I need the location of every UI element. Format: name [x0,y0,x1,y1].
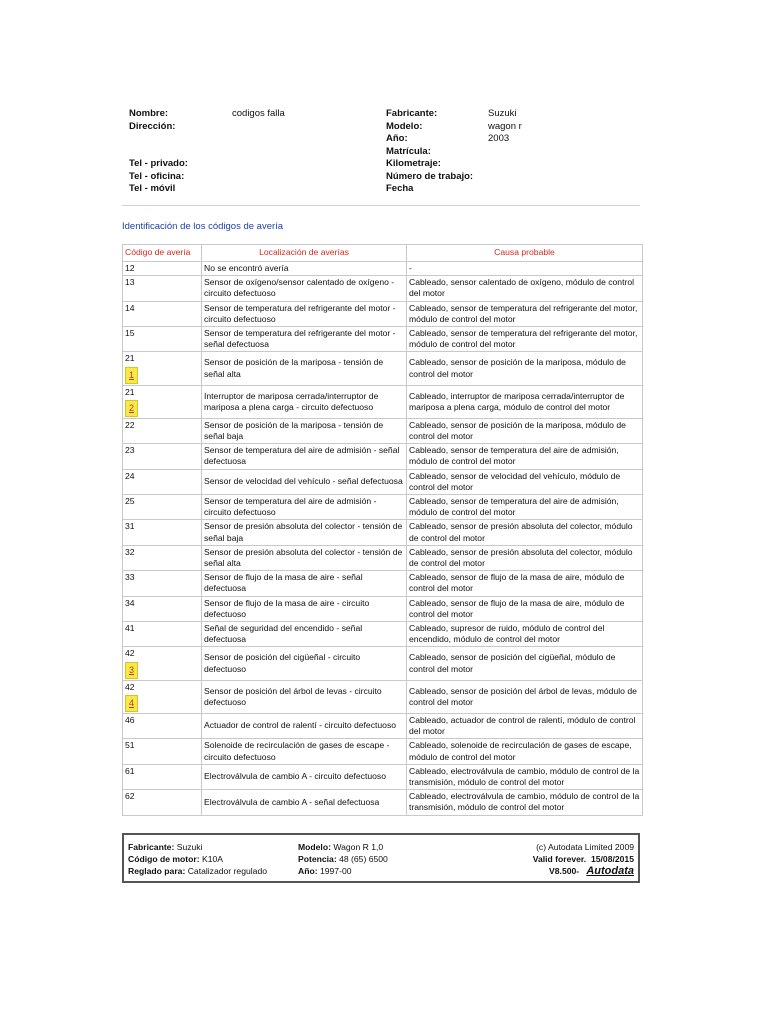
footer-anio-label: Año: [298,866,318,876]
header-left-value [232,158,285,171]
location-cell: Sensor de posición de la mariposa - tensión de señal baja [202,418,407,443]
cause-cell: Cableado, sensor calentado de oxígeno, módulo de control del motor [407,276,643,301]
code-cell [123,469,202,494]
table-row [123,418,643,443]
col-header-location: Localización de averías [202,245,407,262]
header-right-value: 2003 [488,133,510,144]
fault-code: 51 [125,740,135,751]
code-cell [123,262,202,276]
header-right-value [488,158,522,171]
col-header-code: Código de avería [123,245,202,262]
code-cell [123,327,202,352]
header-right-value: wagon r [488,120,522,132]
note-link[interactable]: 3 [125,662,138,679]
footer-version: V8.500- [549,866,580,876]
location-cell: Sensor de presión absoluta del colector - tensión de señal alta [202,545,407,570]
cause-cell: Cableado, electroválvula de cambio, módulo de control de la transmisión, módulo de control del motor [407,790,643,815]
location-cell: Interruptor de mariposa cerrada/interruptor de mariposa a plena carga - circuito defectuoso [202,385,407,418]
header-divider [122,205,640,206]
header-right-label: Número de trabajo: [386,170,474,182]
table-row [123,327,643,352]
fault-code: 15 [125,328,135,339]
header-left-value [232,121,285,134]
location-cell: Sensor de oxígeno/sensor calentado de oxígeno - circuito defectuoso [202,276,407,301]
fault-codes-table [122,244,643,816]
header-right-labels [386,108,473,196]
section-title: Identificación de los códigos de avería [122,221,284,232]
fault-code: 34 [125,597,135,608]
location-cell: Sensor de flujo de la masa de aire - señal defectuosa [202,571,407,596]
cause-cell: Cableado, electroválvula de cambio, módulo de control de la transmisión, módulo de control del motor [407,764,643,789]
fault-code: 12 [125,263,135,273]
location-cell: No se encontró avería [202,262,407,276]
location-cell: Sensor de temperatura del aire de admisión - señal defectuosa [202,444,407,469]
header-right-value: Suzuki [488,108,517,119]
autodata-logo: Autodata [586,865,634,877]
location-cell: Sensor de temperatura del refrigerante del motor - circuito defectuoso [202,301,407,326]
location-cell: Sensor de posición del árbol de levas - circuito defectuoso [202,680,407,713]
footer-date: 15/08/2015 [590,854,634,864]
header-left-value [232,171,285,184]
code-cell [123,520,202,545]
header-right-value [488,171,522,184]
code-cell [123,739,202,764]
table-row [123,764,643,789]
footer-modelo-label: Modelo: [298,842,331,852]
table-row [123,571,643,596]
code-cell [123,571,202,596]
location-cell: Sensor de posición de la mariposa - tensión de señal alta [202,352,407,385]
header-left-values [232,108,285,196]
footer-valid: Valid forever. [532,854,587,864]
footer-modelo: Wagon R 1,0 [333,842,384,852]
header-left-label [129,146,188,159]
table-row [123,385,643,418]
footer-potencia: 48 (65) 6500 [339,854,388,864]
note-link[interactable]: 1 [125,367,138,384]
fault-code: 22 [125,419,135,430]
table-row [123,520,643,545]
header-right-label: Fabricante: [386,108,438,119]
footer-col-right [533,841,634,877]
header-right-label: Matrícula: [386,145,431,157]
footer-col-mid [298,841,388,877]
cause-cell: Cableado, sensor de posición del árbol de levas, módulo de control del motor [407,680,643,713]
code-cell [123,790,202,815]
cause-cell: Cableado, supresor de ruido, módulo de control del encendido, módulo de control del motor [407,622,643,647]
header-right-label: Fecha [386,183,414,194]
header-left-label: Tel - oficina: [129,170,185,182]
header-left-label [129,133,188,146]
header-left-value [232,183,285,196]
table-row [123,790,643,815]
cause-cell: Cableado, sensor de temperatura del refrigerante del motor, módulo de control del motor [407,327,643,352]
fault-code: 21 [125,353,135,364]
cause-cell: Cableado, sensor de temperatura del refrigerante del motor, módulo de control del motor [407,301,643,326]
location-cell: Electroválvula de cambio A - circuito defectuoso [202,764,407,789]
footer-col-left [128,841,267,877]
footer-reglado: Catalizador regulado [187,866,268,876]
cause-cell: Cableado, sensor de temperatura del aire de admisión, módulo de control del motor [407,444,643,469]
table-row [123,352,643,385]
footer-motor: K10A [202,854,224,864]
cause-cell: - [407,262,643,276]
footer-fabricante-label: Fabricante: [128,842,175,852]
header-left-value [232,133,285,146]
header-left-value: codigos falla [232,108,285,119]
fault-code: 61 [125,765,135,776]
code-cell [123,622,202,647]
cause-cell: Cableado, sensor de posición de la mariposa, módulo de control del motor [407,418,643,443]
header-right-label: Kilometraje: [386,158,441,169]
cause-cell: Cableado, sensor de presión absoluta del colector, módulo de control del motor [407,520,643,545]
header-right-value [488,146,522,159]
code-cell [123,385,202,418]
location-cell: Sensor de flujo de la masa de aire - circuito defectuoso [202,596,407,621]
header-left-value [232,146,285,159]
fault-code: 32 [125,546,135,557]
table-row [123,680,643,713]
location-cell: Sensor de temperatura del refrigerante del motor - señal defectuosa [202,327,407,352]
header-right-label: Año: [386,133,408,144]
header-left-label: Tel - móvil [129,183,176,194]
table-row [123,545,643,570]
footer-motor-label: Código de motor: [128,854,200,864]
table-row [123,713,643,738]
code-cell [123,301,202,326]
footer-fabricante: Suzuki [176,842,203,852]
table-row [123,444,643,469]
fault-code: 24 [125,470,135,481]
col-header-cause: Causa probable [407,245,643,262]
code-cell [123,647,202,680]
table-row [123,262,643,276]
code-cell [123,545,202,570]
fault-code: 13 [125,277,135,288]
location-cell: Sensor de posición del cigüeñal - circuito defectuoso [202,647,407,680]
fault-code: 14 [125,302,135,313]
code-cell [123,680,202,713]
header-left-label: Nombre: [129,108,169,119]
cause-cell: Cableado, sensor de posición de la mariposa, módulo de control del motor [407,352,643,385]
cause-cell: Cableado, solenoide de recirculación de gases de escape, módulo de control del motor [407,739,643,764]
location-cell: Actuador de control de ralentí - circuito defectuoso [202,713,407,738]
fault-code: 33 [125,572,135,583]
fault-code: 42 [125,681,135,692]
table-header-row [123,245,643,262]
header-right-label: Modelo: [386,120,423,132]
location-cell: Solenoide de recirculación de gases de escape - circuito defectuoso [202,739,407,764]
code-cell [123,764,202,789]
table-row [123,276,643,301]
footer-box [122,833,640,883]
code-cell [123,444,202,469]
header-left-label: Tel - privado: [129,158,188,169]
code-cell [123,495,202,520]
fault-code: 25 [125,496,135,507]
cause-cell: Cableado, interruptor de mariposa cerrada/interruptor de mariposa a plena carga, módulo de control del motor [407,385,643,418]
location-cell: Electroválvula de cambio A - señal defectuosa [202,790,407,815]
cause-cell: Cableado, sensor de velocidad del vehículo, módulo de control del motor [407,469,643,494]
cause-cell: Cableado, sensor de flujo de la masa de aire, módulo de control del motor [407,571,643,596]
table-row [123,647,643,680]
fault-code: 62 [125,791,135,802]
code-cell [123,276,202,301]
cause-cell: Cableado, sensor de posición del cigüeñal, módulo de control del motor [407,647,643,680]
code-cell [123,596,202,621]
fault-code: 42 [125,648,135,659]
fault-code: 23 [125,445,135,456]
cause-cell: Cableado, sensor de presión absoluta del colector, módulo de control del motor [407,545,643,570]
code-cell [123,352,202,385]
cause-cell: Cableado, actuador de control de ralentí, módulo de control del motor [407,713,643,738]
header-right-value [488,183,522,196]
fault-code: 41 [125,623,135,634]
header-left-label: Dirección: [129,120,176,132]
header-right-values [488,108,522,196]
note-link[interactable]: 4 [125,695,138,712]
fault-code: 31 [125,521,135,532]
code-cell [123,418,202,443]
fault-code: 46 [125,714,135,725]
table-row [123,622,643,647]
header-left-labels [129,108,188,196]
footer-potencia-label: Potencia: [298,854,337,864]
cause-cell: Cableado, sensor de temperatura del aire de admisión, módulo de control del motor [407,495,643,520]
note-link[interactable]: 2 [125,400,138,417]
fault-code: 21 [125,386,135,397]
location-cell: Sensor de velocidad del vehículo - señal defectuosa [202,469,407,494]
code-cell [123,713,202,738]
footer-anio: 1997-00 [319,866,352,876]
location-cell: Sensor de temperatura del aire de admisión - circuito defectuoso [202,495,407,520]
location-cell: Señal de seguridad del encendido - señal defectuosa [202,622,407,647]
table-row [123,596,643,621]
footer-reglado-label: Reglado para: [128,866,186,876]
footer-copyright: (c) Autodata Limited 2009 [536,842,634,852]
cause-cell: Cableado, sensor de flujo de la masa de aire, módulo de control del motor [407,596,643,621]
table-row [123,739,643,764]
location-cell: Sensor de presión absoluta del colector - tensión de señal baja [202,520,407,545]
table-row [123,469,643,494]
table-row [123,495,643,520]
table-row [123,301,643,326]
